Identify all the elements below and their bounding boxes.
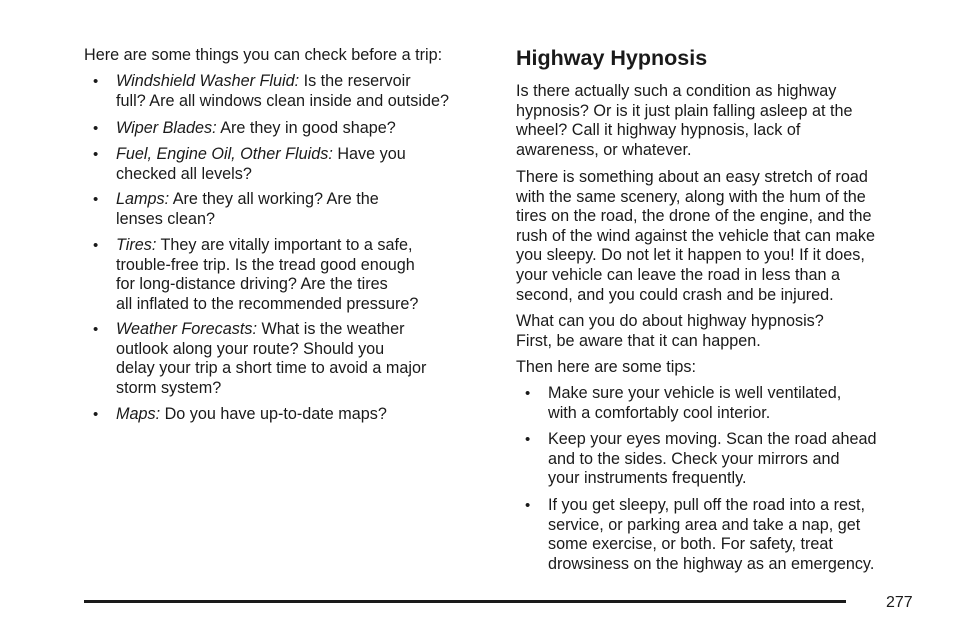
paragraph-line: Is there actually such a condition as highway [516, 82, 837, 100]
bullet: • [93, 237, 99, 254]
paragraph-line: hypnosis? Or is it just plain falling asleep at the [516, 101, 853, 120]
item-text: outlook along your route? Should you [116, 339, 385, 358]
item-text: Is the reservoir [299, 72, 411, 90]
paragraph-line: you sleepy. Do not let it happen to you! If it does, [516, 246, 865, 265]
paragraph-line: awareness, or whatever. [516, 140, 692, 159]
bullet: • [525, 497, 531, 514]
item-label: Windshield Washer Fluid: [116, 72, 300, 90]
bullet: • [525, 385, 531, 402]
bullet: • [93, 120, 99, 137]
paragraph-line: First, be aware that it can happen. [516, 331, 761, 350]
item-text: trouble-free trip. Is the tread good enough [116, 255, 415, 274]
item-text: with a comfortably cool interior. [548, 403, 771, 422]
item-text: your instruments frequently. [548, 469, 747, 488]
paragraph-line: your vehicle can leave the road in less than a [516, 265, 840, 284]
paragraph-line: There is something about an easy stretch of road [516, 168, 868, 186]
bullet: • [93, 73, 99, 90]
bullet: • [525, 431, 531, 448]
page-number: 277 [886, 594, 913, 611]
paragraph [516, 312, 916, 351]
item-text: all inflated to the recommended pressure? [116, 294, 419, 313]
section-heading: Highway Hypnosis [516, 46, 708, 70]
item-text: for long-distance driving? Are the tires [116, 275, 388, 294]
paragraph-line: Then here are some tips: [516, 358, 696, 376]
item-text: Do you have up-to-date maps? [160, 405, 387, 423]
item-text: drowsiness on the highway as an emergency. [548, 554, 875, 573]
bullet: • [93, 191, 99, 208]
item-text: Have you [332, 145, 406, 163]
item-text: Are they all working? Are the [169, 190, 379, 208]
paragraph-line: rush of the wind against the vehicle that can make [516, 226, 876, 245]
bullet: • [93, 321, 99, 338]
item-text: They are vitally important to a safe, [156, 236, 413, 254]
paragraph-line: tires on the road, the drone of the engine, and the [516, 207, 872, 226]
item-text: and to the sides. Check your mirrors and [548, 449, 840, 468]
paragraph-line: second, and you could crash and be injured. [516, 285, 834, 304]
paragraph [516, 168, 916, 305]
item-text: checked all levels? [116, 164, 252, 183]
item-text: Keep your eyes moving. Scan the road ahead [548, 430, 877, 448]
bullet: • [93, 406, 99, 423]
paragraph-line: What can you do about highway hypnosis? [516, 312, 824, 330]
item-text: lenses clean? [116, 209, 215, 228]
item-text: Are they in good shape? [216, 119, 396, 137]
checklist-intro: Here are some things you can check before a trip: [84, 46, 443, 64]
item-label: Tires: [116, 236, 157, 254]
item-text: What is the weather [256, 320, 405, 338]
item-text: full? Are all windows clean inside and outside? [116, 91, 449, 110]
item-label: Fuel, Engine Oil, Other Fluids: [116, 145, 333, 163]
item-label: Weather Forecasts: [116, 320, 257, 338]
item-label: Maps: [116, 405, 161, 423]
paragraph-line: wheel? Call it highway hypnosis, lack of [516, 121, 801, 140]
item-text: storm system? [116, 378, 222, 397]
item-label: Lamps: [116, 190, 170, 208]
item-label: Wiper Blades: [116, 119, 217, 137]
item-text: delay your trip a short time to avoid a major [116, 359, 427, 378]
item-text: If you get sleepy, pull off the road into a rest, [548, 496, 866, 514]
footer-rule [84, 600, 846, 603]
paragraph [516, 358, 916, 378]
item-text: service, or parking area and take a nap, get [548, 515, 861, 534]
paragraph [516, 82, 916, 160]
paragraph-line: with the same scenery, along with the hum of the [516, 187, 866, 206]
bullet: • [93, 146, 99, 163]
item-text: Make sure your vehicle is well ventilated, [548, 384, 842, 402]
item-text: some exercise, or both. For safety, treat [548, 535, 833, 554]
